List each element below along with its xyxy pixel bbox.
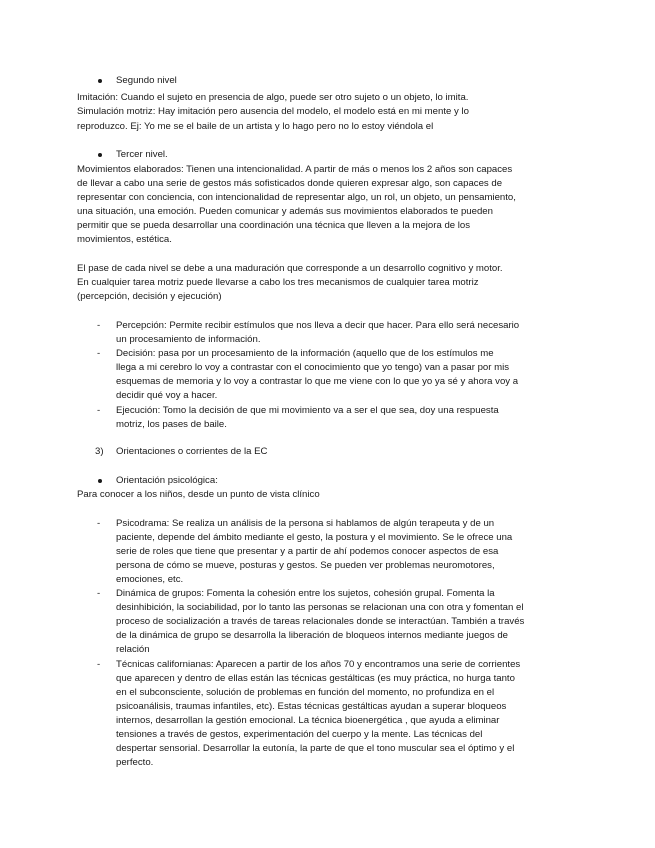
bullet-icon (98, 79, 102, 83)
paragraph-line: El pase de cada nivel se debe a una maduración que corresponde a un desarrollo cognitivo y motor. (77, 263, 503, 274)
list-item-line: tensiones a través de gestos, experimentación del cuerpo y la mente. Las técnicas del (116, 729, 483, 740)
list-item-line: Percepción: Permite recibir estímulos que nos lleva a decir que hacer. Para ello será necesario (116, 320, 520, 331)
list-item-line: desinhibición, la sociabilidad, por lo tanto las personas se relacionan una con otra y fomentan el (116, 602, 524, 613)
list-item-line: internos, desarrollan la gestión emocional. La técnica bioenergética , que ayuda a eliminar (116, 715, 500, 726)
bullet-icon (98, 479, 102, 483)
heading-segundo-nivel: Segundo nivel (116, 75, 177, 86)
list-item-line: emociones, etc. (116, 574, 184, 585)
list-item-line: perfecto. (116, 757, 154, 768)
list-item-line: proceso de socialización a través de tareas relacionales donde se interactúan. También a través (116, 616, 525, 627)
list-item-line: Dinámica de grupos: Fomenta la cohesión entre los sujetos, cohesión grupal. Fomenta la (116, 588, 495, 599)
dash-marker: - (97, 348, 101, 359)
list-item-line: relación (116, 644, 150, 655)
paragraph-line: de llevar a cabo una serie de gestos más sofisticados donde quieren expresar algo, son capaces de (77, 178, 503, 189)
paragraph-line: reproduzco. Ej: Yo me se el baile de un artista y lo hago pero no lo estoy viéndola el (77, 121, 434, 132)
paragraph-line: (percepción, decisión y ejecución) (77, 291, 222, 302)
list-item-line: Técnicas californianas: Aparecen a partir de los años 70 y encontramos una serie de corrientes (116, 659, 521, 670)
list-item-line: persona de cómo se mueve, posturas y gestos. Se pueden ver problemas neuromotores, (116, 560, 495, 571)
paragraph-line: representar con conciencia, con intencionalidad de representar algo, un rol, un objeto, un pensamiento, (77, 192, 516, 203)
list-item-line: llega a mi cerebro lo voy a contrastar con el conocimiento que yo tengo) van a pasar por mis (116, 362, 510, 373)
paragraph-line: permitir que se pueda desarrollar una coordinación una técnica que lleven a la mejora de los (77, 220, 471, 231)
heading-orientaciones: Orientaciones o corrientes de la EC (116, 446, 268, 457)
heading-orientacion-psicologica: Orientación psicológica: (116, 475, 218, 486)
paragraph-line: una situación, una emoción. Pueden comunicar y además sus movimientos elaborados te pueden (77, 206, 493, 217)
list-item-line: decidir qué voy a hacer. (116, 390, 218, 401)
list-item-line: despertar sensorial. Desarrollar la eutonía, la parte de que el tono muscular sea el óptimo y el (116, 743, 515, 754)
dash-marker: - (97, 518, 101, 529)
list-item-line: Ejecución: Tomo la decisión de que mi movimiento va a ser el que sea, doy una respuesta (116, 405, 499, 416)
bullet-icon (98, 153, 102, 157)
paragraph-line: En cualquier tarea motriz puede llevarse a cabo los tres mecanismos de cualquier tarea motriz (77, 277, 479, 288)
paragraph-line: Para conocer a los niños, desde un punto de vista clínico (77, 489, 320, 500)
paragraph-line: movimientos, estética. (77, 234, 172, 245)
paragraph-line: Movimientos elaborados: Tienen una intencionalidad. A partir de más o menos los 2 años son capaces (77, 164, 513, 175)
heading-tercer-nivel: Tercer nivel. (116, 149, 168, 160)
list-item-line: que aparecen y dentro de ellas están las técnicas gestálticas (es muy práctica, no hurga tanto (116, 673, 515, 684)
paragraph-line: Simulación motriz: Hay imitación pero ausencia del modelo, el modelo está en mi mente y lo (77, 106, 469, 117)
list-item-line: serie de roles que tiene que presentar y a partir de ahí podemos conocer aspectos de esa (116, 546, 499, 557)
list-item-line: psicoanálisis, traumas infantiles, etc). Estas técnicas gestálticas ayudan a superar bloqueos (116, 701, 507, 712)
paragraph-line: Imitación: Cuando el sujeto en presencia de algo, puede ser otro sujeto o un objeto, lo imita. (77, 92, 469, 103)
dash-marker: - (97, 320, 101, 331)
list-item-line: un procesamiento de información. (116, 334, 261, 345)
list-item-line: Psicodrama: Se realiza un análisis de la persona si hablamos de algún terapeuta y de un (116, 518, 495, 529)
dash-marker: - (97, 405, 101, 416)
list-item-line: esquemas de memoria y lo voy a contrastar lo que me viene con lo que yo ya sé y ahora voy a (116, 376, 519, 387)
list-item-line: en el subconsciente, solución de problemas en función del momento, no profundiza en el (116, 687, 495, 698)
section-number: 3) (95, 446, 104, 457)
dash-marker: - (97, 588, 101, 599)
list-item-line: paciente, depende del ámbito mediante el gesto, la postura y el movimiento. Se le ofrece una (116, 532, 513, 543)
dash-marker: - (97, 659, 101, 670)
list-item-line: motriz, los pases de baile. (116, 419, 227, 430)
list-item-line: de la dinámica de grupo se desarrolla la liberación de bloqueos internos mediante juegos de (116, 630, 508, 641)
list-item-line: Decisión: pasa por un procesamiento de la información (aquello que de los estímulos me (116, 348, 494, 359)
